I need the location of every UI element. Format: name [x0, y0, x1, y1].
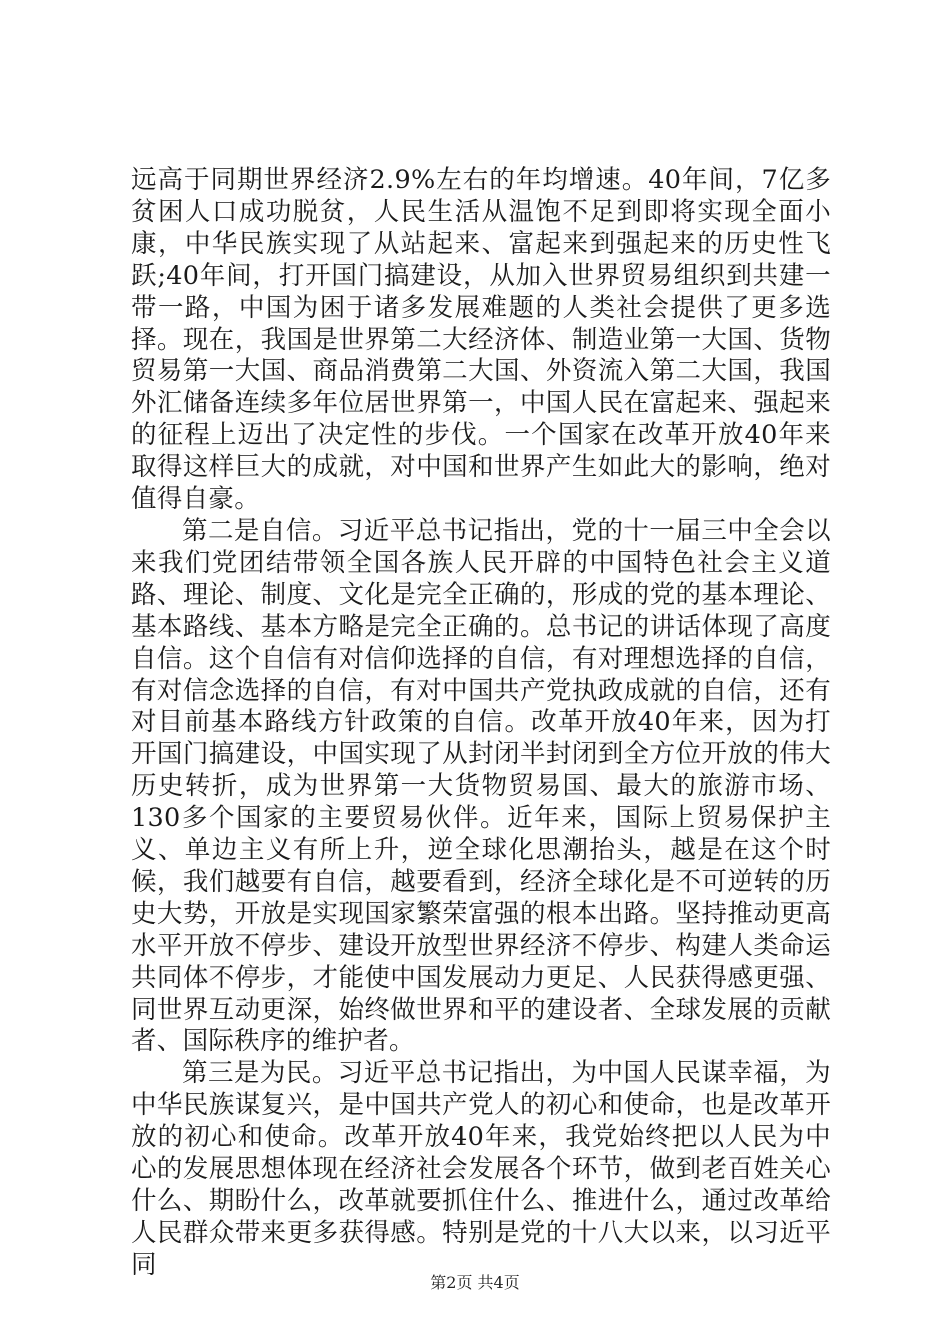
page-number-footer: 第2页 共4页 — [430, 1273, 520, 1292]
paragraph-2: 第二是自信。习近平总书记指出，党的十一届三中全会以来我们党团结带领全国各族人民开辟的中国特色社会主义道路、理论、制度、文化是完全正确的，形成的党的基本理论、基本路线、基本方略是完全正确的。总书记的讲话体现了高度自信。这个自信有对信仰选择的自信，有对理想选择的自信，有对信念选择的自信，有对中国共产党执政成就的自信，还有对目前基本路线方针政策的自信。改革开放40年来，因为打开国门搞建设，中国实现了从封闭半封闭到全方位开放的伟大历史转折，成为世界第一大货物贸易国、最大的旅游市场、130多个国家的主要贸易伙伴。近年来，国际上贸易保护主义、单边主义有所上升，逆全球化思潮抬头，越是在这个时候，我们越要有自信，越要看到，经济全球化是不可逆转的历史大势，开放是实现国家繁荣富强的根本出路。坚持推动更高水平开放不停步、建设开放型世界经济不停步、构建人类命运共同体不停步，才能使中国发展动力更足、人民获得感更强、同世界互动更深，始终做世界和平的建设者、全球发展的贡献者、国际秩序的维护者。 — [131, 515, 831, 1057]
paragraph-3: 第三是为民。习近平总书记指出，为中国人民谋幸福，为中华民族谋复兴，是中国共产党人的初心和使命，也是改革开放的初心和使命。改革开放40年来，我党始终把以人民为中心的发展思想体现在经济社会发展各个环节，做到老百姓关心什么、期盼什么，改革就要抓住什么、推进什么，通过改革给人民群众带来更多获得感。特别是党的十八大以来，以习近平同 — [131, 1058, 831, 1280]
paragraph-1: 远高于同期世界经济2.9%左右的年均增速。40年间，7亿多贫困人口成功脱贫，人民生活从温饱不足到即将实现全面小康，中华民族实现了从站起来、富起来到强起来的历史性飞跃;40年间，打开国门搞建设，从加入世界贸易组织到共建一带一路，中国为困于诸多发展难题的人类社会提供了更多选择。现在，我国是世界第二大经济体、制造业第一大国、货物贸易第一大国、商品消费第二大国、外资流入第二大国，我国外汇储备连续多年位居世界第一，中国人民在富起来、强起来的征程上迈出了决定性的步伐。一个国家在改革开放40年来取得这样巨大的成就，对中国和世界产生如此大的影响，绝对值得自豪。 — [131, 165, 831, 515]
document-body — [131, 165, 831, 1282]
